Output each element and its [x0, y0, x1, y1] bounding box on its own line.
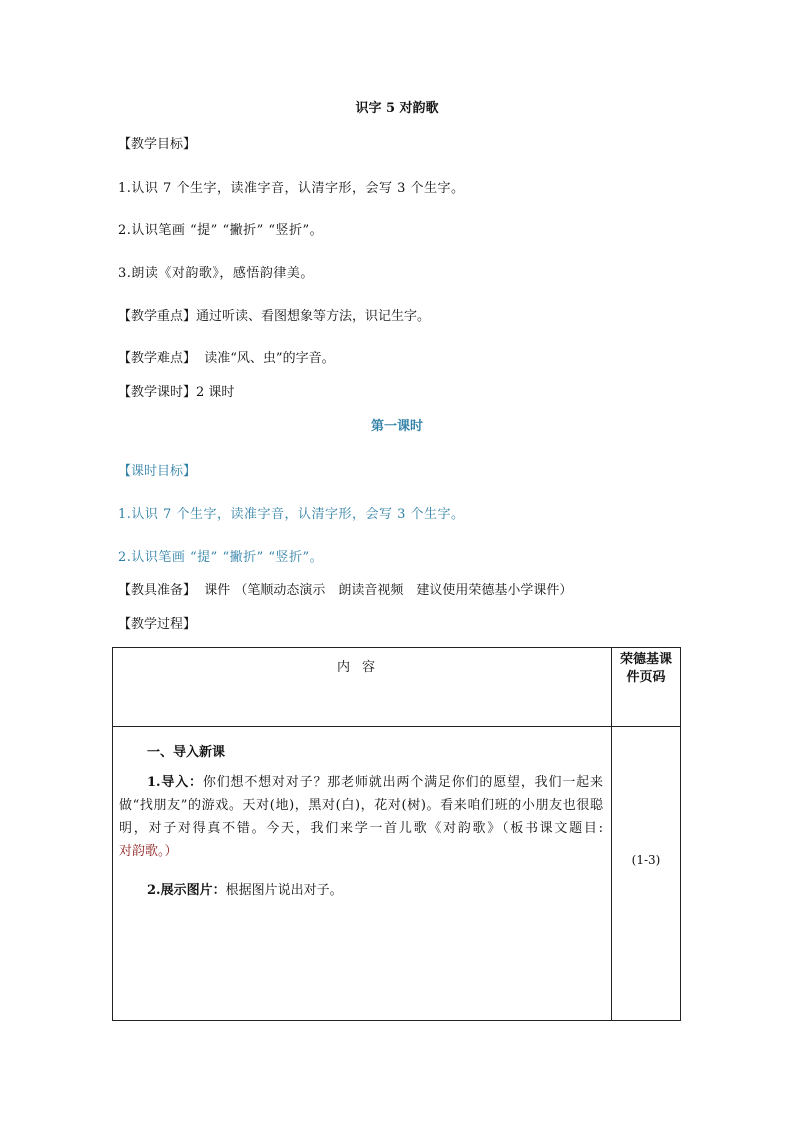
step-2-text: 根据图片说出对子。	[225, 883, 343, 898]
goal-item-2: 2.认识笔画 “提” “撇折” “竖折”。	[118, 223, 324, 238]
key-points-row	[118, 305, 430, 324]
tools-row	[118, 579, 572, 598]
page-reference: (1-3)	[631, 853, 661, 867]
teaching-process-table	[112, 647, 681, 1021]
tools-label: 【教具准备】	[118, 583, 197, 598]
step-1-text: 你们想不想对对子？那老师就出两个满足你们的愿望，我们一起来做“找朋友”的游戏。天对(地)，黑对(白)，花对(树)。看来咱们班的小朋友也很聪明，对子对得真不错。今天，我们来学一首儿歌《对韵歌》（板书课文题目:	[119, 775, 603, 836]
hours-label: 【教学课时】	[118, 385, 197, 400]
table-body-page	[612, 727, 681, 1021]
page-title: 识字 5 对韵歌	[355, 101, 439, 116]
step-1-paragraph	[119, 771, 603, 863]
lesson-title: 第一课时	[370, 419, 423, 434]
goals-label: 【教学目标】	[118, 137, 197, 152]
table-header-page-label: 荣德基课件页码	[620, 652, 673, 685]
table-header-page	[612, 648, 681, 727]
key-points-label: 【教学重点】	[118, 309, 197, 324]
goal-item-3: 3.朗读《对韵歌》，感悟韵律美。	[118, 266, 314, 281]
step-2-label: 2.展示图片：	[147, 883, 226, 898]
table-header-content	[113, 648, 612, 727]
table-body-content	[113, 727, 612, 1021]
section-heading: 一、导入新课	[147, 745, 226, 760]
hours-row	[118, 381, 234, 400]
hours-text: 2 课时	[196, 385, 235, 400]
lesson-goal-item-1: 1.认识 7 个生字，读准字音，认清字形，会写 3 个生字。	[118, 507, 465, 522]
key-points-text: 通过听读、看图想象等方法，识记生字。	[196, 309, 431, 324]
lesson-goal-item-2: 2.认识笔画 “提” “撇折” “竖折”。	[118, 550, 324, 565]
difficulties-label: 【教学难点】	[118, 351, 197, 366]
table-header-content-label: 内容	[336, 660, 387, 675]
step-2-paragraph	[147, 879, 343, 898]
process-label: 【教学过程】	[118, 617, 197, 632]
difficulties-text: 读准“风、虫”的字音。	[204, 351, 335, 366]
difficulties-row	[118, 347, 335, 366]
tools-text: 课件 （笔顺动态演示 朗读音视频 建议使用荣德基小学课件）	[204, 583, 573, 598]
goal-item-1: 1.认识 7 个生字，读准字音，认清字形，会写 3 个生字。	[118, 181, 465, 196]
step-1-label: 1.导入：	[147, 775, 203, 790]
step-1-board-title: 对韵歌。）	[119, 844, 178, 859]
lesson-goals-label: 【课时目标】	[118, 464, 197, 479]
